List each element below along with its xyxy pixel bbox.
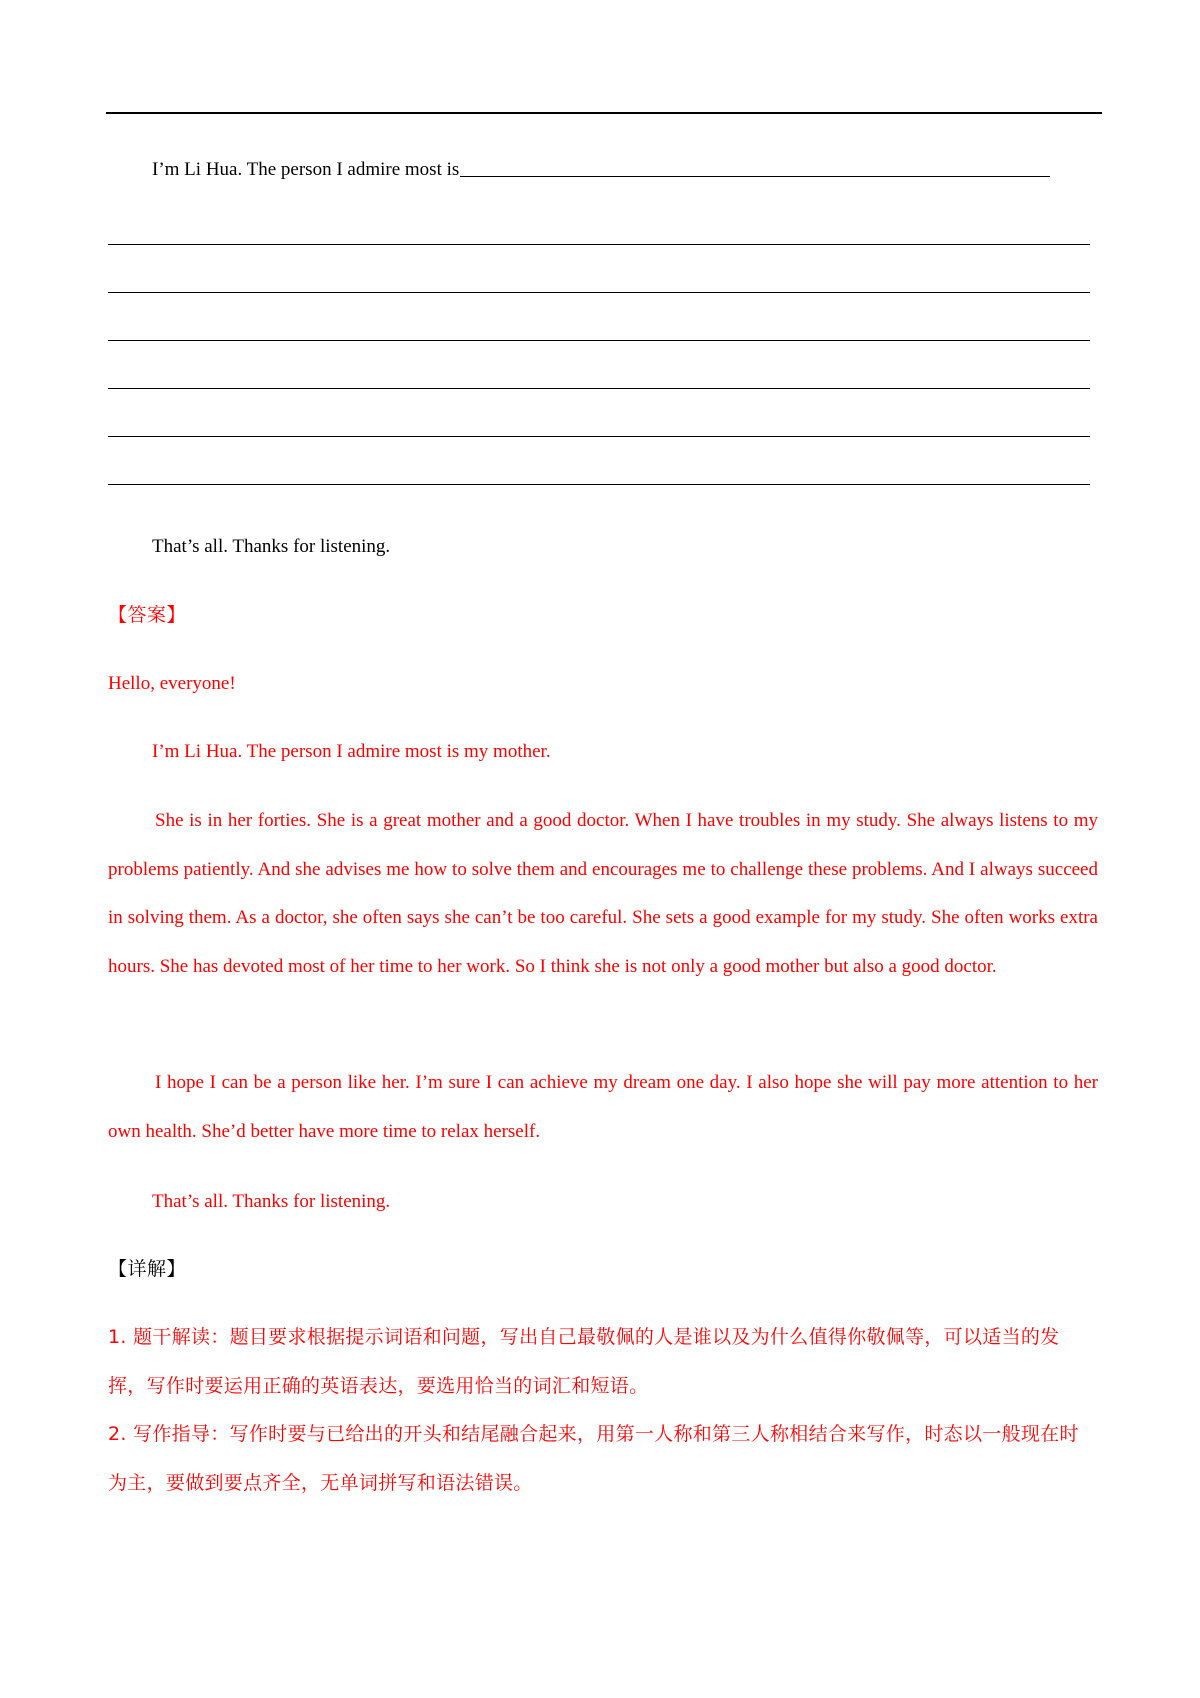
prompt-text: I’m Li Hua. The person I admire most is: [152, 159, 460, 180]
writing-line: [108, 244, 1090, 245]
detail-item-1: 1. 题干解读：题目要求根据提示词语和问题，写出自己最敬佩的人是谁以及为什么值得你敬佩等，可以适当的发挥，写作时要运用正确的英语表达，要选用恰当的词汇和短语。: [108, 1326, 1060, 1397]
prompt-line: [152, 158, 1050, 182]
answer-body-paragraph: [108, 797, 1098, 991]
closing-line: That’s all. Thanks for listening.: [152, 536, 391, 557]
detail-heading: 【详解】: [108, 1258, 187, 1280]
writing-line: [108, 388, 1090, 389]
prompt-blank: [460, 175, 1050, 177]
answer-body-text: She is in her forties. She is a great mother and a good doctor. When I have troubles in my study. She always listens to my problems patiently. And she advises me how to solve them and encourages me to challenge these problems. And I always succeed in solving them. As a doctor, she often says she can’t be too careful. She sets a good example for my study. She often works extra hours. She has devoted most of her time to her work. So I think she is not only a good mother but also a good doctor.: [108, 810, 1098, 977]
detail-item-2: 2. 写作指导：写作时要与已给出的开头和结尾融合起来，用第一人称和第三人称相结合来写作，时态以一般现在时为主，要做到要点齐全，无单词拼写和语法错误。: [108, 1423, 1079, 1494]
writing-line: [108, 292, 1090, 293]
writing-line: [108, 340, 1090, 341]
answer-hope-paragraph: [108, 1059, 1098, 1156]
answer-hope-text: I hope I can be a person like her. I’m sure I can achieve my dream one day. I also hope she will pay more attention to her own health. She’d better have more time to relax herself.: [108, 1072, 1098, 1142]
answer-closing: That’s all. Thanks for listening.: [152, 1191, 391, 1212]
answer-heading: 【答案】: [108, 604, 187, 626]
writing-line: [108, 484, 1090, 485]
answer-greeting: Hello, everyone!: [108, 673, 236, 694]
writing-line: [108, 436, 1090, 437]
answer-intro: I’m Li Hua. The person I admire most is my mother.: [152, 741, 551, 762]
top-rule: [106, 112, 1102, 114]
